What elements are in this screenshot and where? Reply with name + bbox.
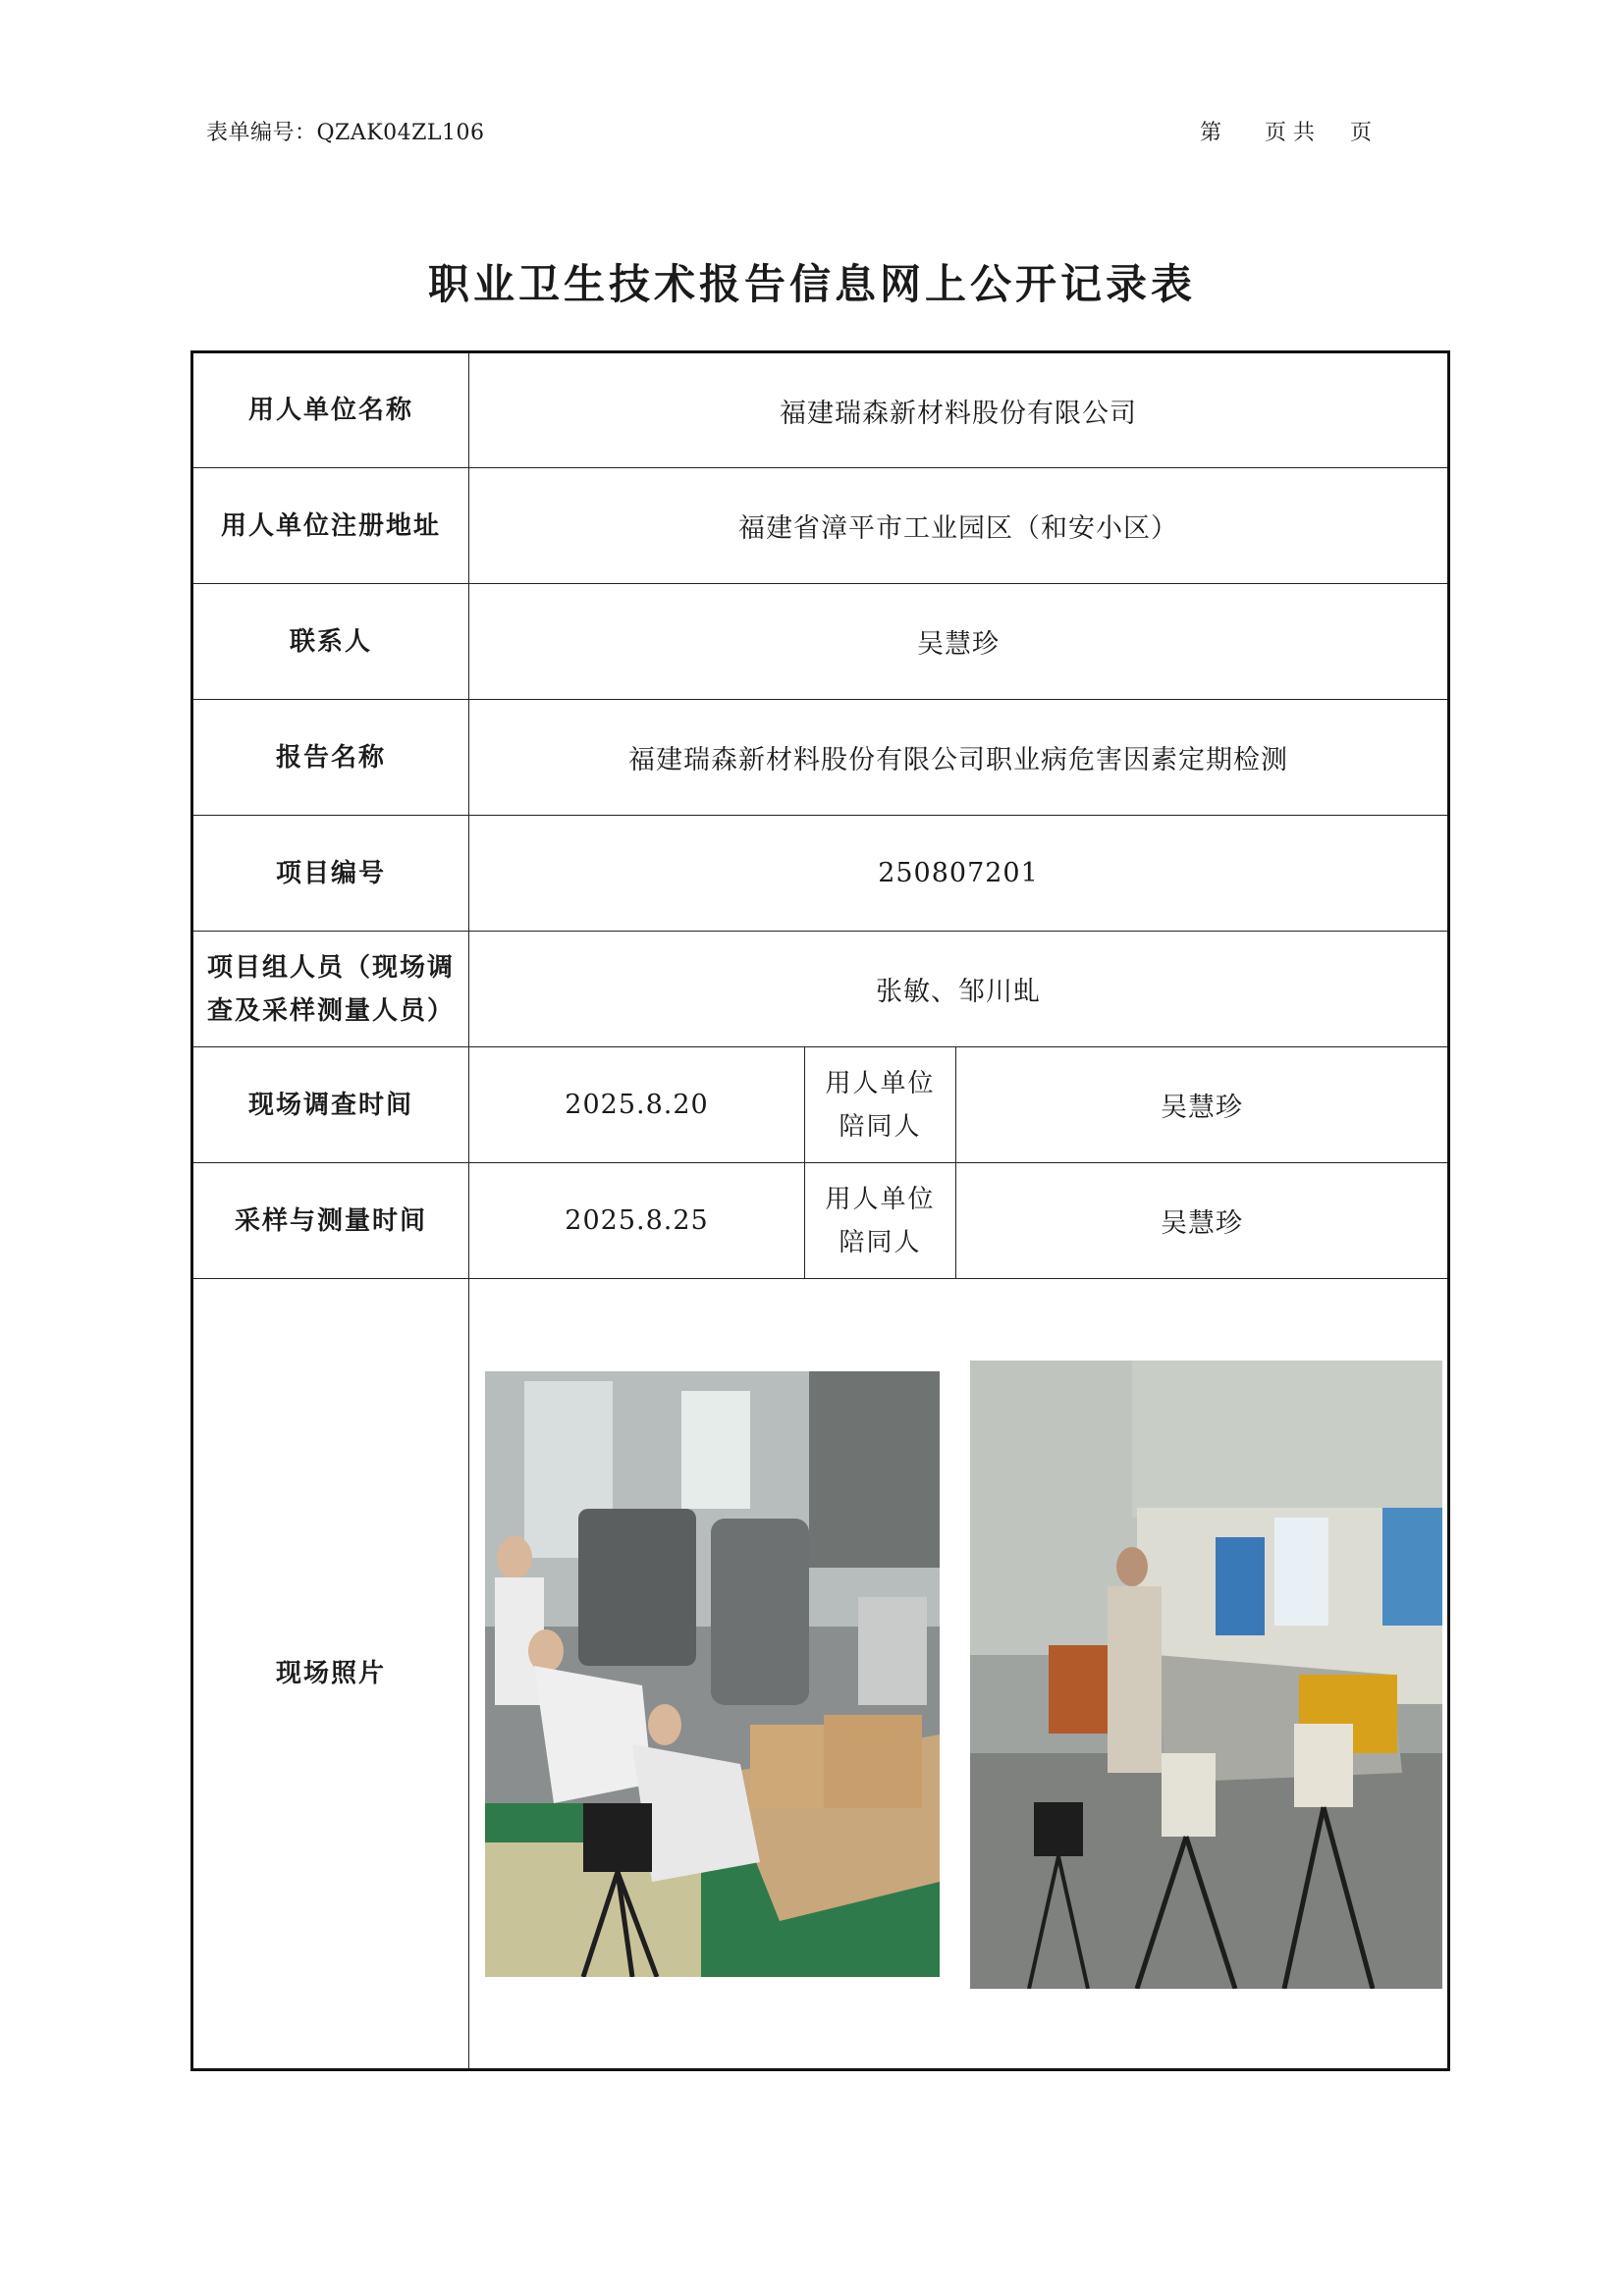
row-survey xyxy=(192,1047,1449,1163)
row-employer-address xyxy=(192,468,1449,584)
row-team xyxy=(192,932,1449,1047)
value-survey-date: 2025.8.20 xyxy=(469,1047,805,1163)
label-sampling-time: 采样与测量时间 xyxy=(192,1163,469,1279)
row-project-no xyxy=(192,816,1449,932)
page-ye: 页 xyxy=(1350,121,1373,145)
label-report-name: 报告名称 xyxy=(192,700,469,816)
label-survey-accompany: 用人单位陪同人 xyxy=(805,1047,956,1163)
page-indicator xyxy=(1200,116,1372,146)
site-photo-1 xyxy=(485,1371,940,1977)
value-sampling-accompany: 吴慧珍 xyxy=(956,1163,1449,1279)
label-team: 项目组人员（现场调查及采样测量人员） xyxy=(192,932,469,1047)
row-employer-name xyxy=(192,352,1449,468)
row-photos xyxy=(192,1279,1449,2070)
label-employer-address: 用人单位注册地址 xyxy=(192,468,469,584)
page-di: 第 xyxy=(1200,121,1222,145)
value-team: 张敏、邹川虬 xyxy=(469,932,1449,1047)
page-ye-gong: 页 共 xyxy=(1265,121,1316,145)
record-table xyxy=(190,350,1450,2071)
form-number: 表单编号：QZAK04ZL106 xyxy=(206,121,485,145)
value-employer-name: 福建瑞森新材料股份有限公司 xyxy=(469,352,1449,468)
site-photo-2 xyxy=(970,1361,1442,1989)
value-sampling-date: 2025.8.25 xyxy=(469,1163,805,1279)
value-survey-accompany: 吴慧珍 xyxy=(956,1047,1449,1163)
document-title: 职业卫生技术报告信息网上公开记录表 xyxy=(427,260,1196,308)
row-sampling xyxy=(192,1163,1449,1279)
value-project-no: 250807201 xyxy=(469,816,1449,932)
value-report-name: 福建瑞森新材料股份有限公司职业病危害因素定期检测 xyxy=(469,700,1449,816)
label-employer-name: 用人单位名称 xyxy=(192,352,469,468)
value-employer-address: 福建省漳平市工业园区（和安小区） xyxy=(469,468,1449,584)
label-contact: 联系人 xyxy=(192,584,469,700)
label-photos: 现场照片 xyxy=(192,1279,469,2070)
photos-cell xyxy=(469,1279,1449,2070)
label-project-no: 项目编号 xyxy=(192,816,469,932)
row-report-name xyxy=(192,700,1449,816)
label-sampling-accompany: 用人单位陪同人 xyxy=(805,1163,956,1279)
value-contact: 吴慧珍 xyxy=(469,584,1449,700)
label-survey-time: 现场调查时间 xyxy=(192,1047,469,1163)
row-contact xyxy=(192,584,1449,700)
